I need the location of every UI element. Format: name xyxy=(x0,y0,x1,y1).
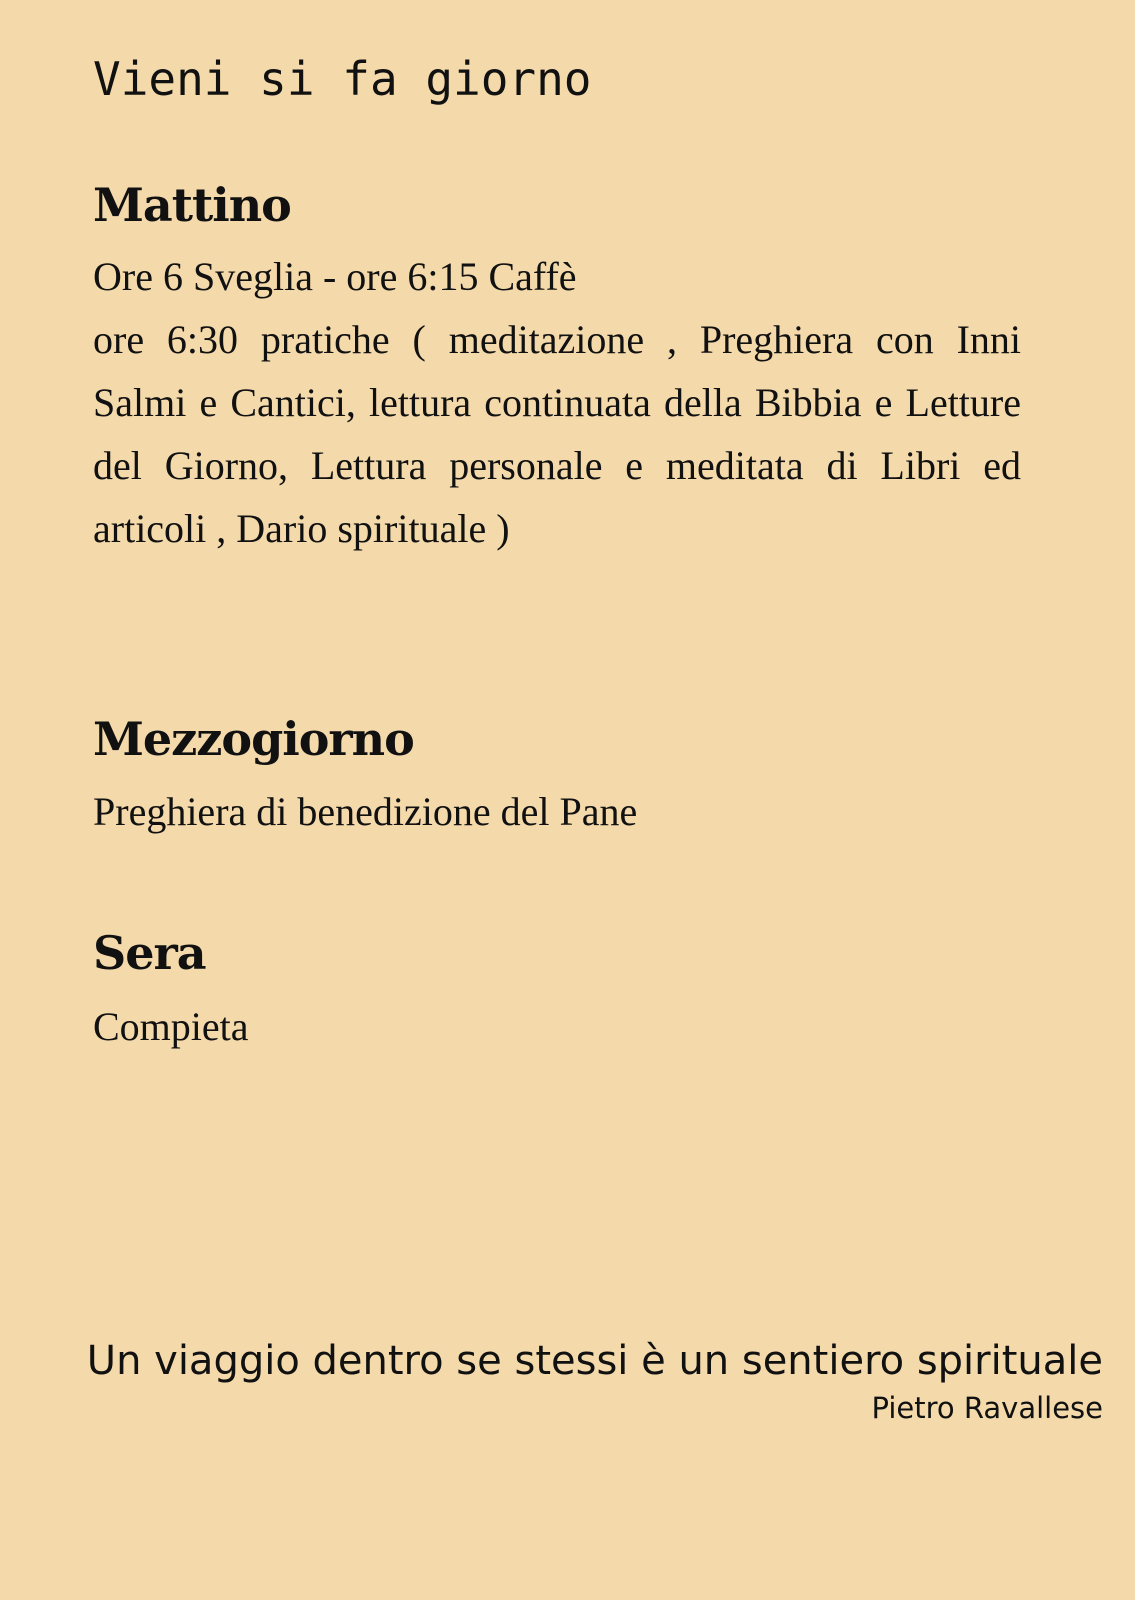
section-heading-mattino: Mattino xyxy=(93,178,291,232)
sera-text: Compieta xyxy=(93,1004,249,1049)
quote-author: Pietro Ravallese xyxy=(871,1391,1103,1425)
mattino-schedule-line: Ore 6 Sveglia - ore 6:15 Caffè xyxy=(93,254,577,299)
mezzogiorno-text: Preghiera di benedizione del Pane xyxy=(93,789,638,834)
section-heading-mezzogiorno: Mezzogiorno xyxy=(93,712,414,766)
page-title: Vieni si fa giorno xyxy=(93,52,592,106)
mattino-practices-paragraph: ore 6:30 pratiche ( meditazione , Preghiera con Inni Salmi e Cantici, lettura continuata della Bibbia e Letture del Giorno, Lettura personale e meditata di Libri ed articoli , Dario spirituale ) xyxy=(93,317,1021,551)
section-heading-sera: Sera xyxy=(93,926,206,980)
quote-text: Un viaggio dentro se stessi è un sentiero spirituale xyxy=(86,1338,1103,1384)
